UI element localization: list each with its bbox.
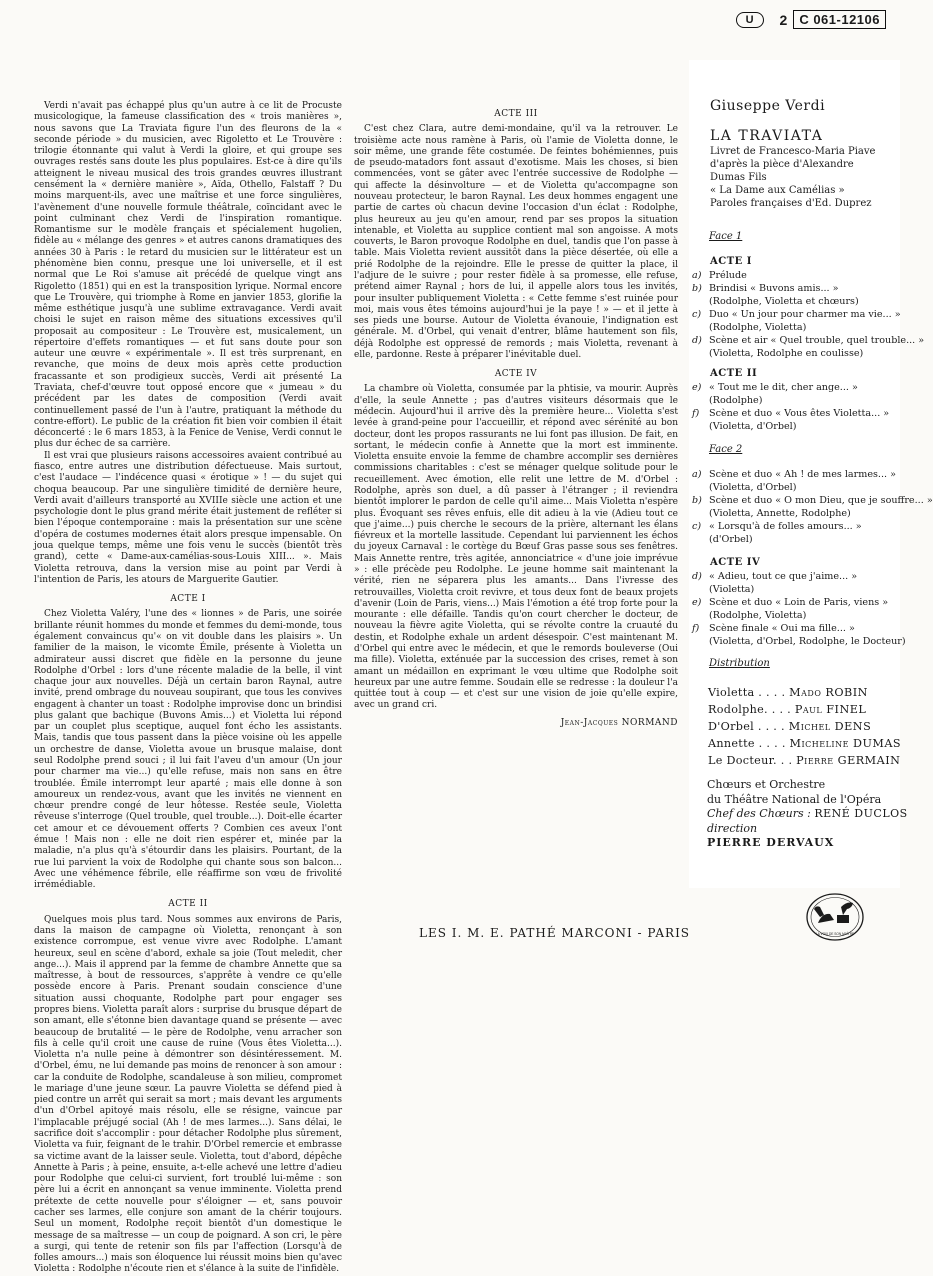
choir-line: Chœurs et Orchestre (707, 778, 826, 791)
publisher-footer: LES I. M. E. PATHÉ MARCONI - PARIS (419, 926, 691, 940)
track-performers: (Rodolphe, Violetta) (709, 322, 807, 333)
track-act1-heading: ACTE I (710, 256, 752, 267)
track-performers: (Violetta, d'Orbel, Rodolphe, le Docteur) (709, 636, 906, 647)
act3-synopsis: C'est chez Clara, autre demi-mondaine, qu'il va la retrouver. Le troisième acte nous ramène à Paris, où l'amie de Violetta donne, le soir même, une grande fête costumée. De feintes bohémiennes, puis de pseudo-matadors font assaut d'exotisme. Mais les choses, si bien commencées, vont se gâter avec l'entrée successive de Rodolphe — qui affecte la désinvolture — et de Violetta qu'accompagne son nouveau protecteur, le baron Raynal. Les deux hommes engagent une partie de cartes où chacun devine l'occasion d'un éclat : Rodolphe, plus heureux au jeu qu'en amour, rend par ses propos la situation intenable, et Violetta au supplice contient mal son angoisse. A mots couverts, le Baron provoque Rodolphe en duel, tandis que l'on passe à table. Mais Violetta revient aussitôt dans la pièce désertée, où elle a prié Rodolphe de la rejoindre. Elle le presse de quitter la place, il l'adjure de le suivre ; pour rester fidèle à sa promesse, elle refuse, prétend aimer Raynal ; hors de lui, il appelle alors tous les invités, pour insulter publiquement Violetta : « Cette femme s'est ruinée pour moi, mais vous êtes témoins aujourd'hui je la paye ! » — et il jette à ses pieds une bourse. Autour de Violetta évanouie, l'indignation est générale. M. d'Orbel, qui venait d'entrer, blâme hautement son fils, déjà Rodolphe est oppressé de remords ; mais Violetta, revenant à elle, pardonne. Reste à préparer l'inévitable duel. (354, 124, 678, 360)
track-performers: (Violetta, Rodolphe en coulisse) (709, 348, 864, 359)
choir-line: du Théâtre National de l'Opéra (707, 792, 882, 806)
track-act4-heading: ACTE IV (710, 557, 761, 568)
track-performers: (d'Orbel) (709, 534, 753, 545)
track-performers: (Violetta, d'Orbel) (709, 421, 797, 432)
track-performers: (Rodolphe, Violetta) (709, 610, 807, 621)
composer-name: Giuseppe Verdi (710, 98, 826, 114)
cast-row: Violetta . . . . Mado ROBIN (708, 686, 868, 699)
work-header (710, 100, 890, 210)
cast-row: Annette . . . . Micheline DUMAS (708, 737, 902, 750)
intro-paragraph-2: Il est vrai que plusieurs raisons accessoires avaient contribué au fiasco, entre autres une distribution défectueuse. Mais surtout, c'est l'audace — l'indécence quasi « érotique » ! — du sujet qui choqua beaucoup. Par une singulière timidité de dernière heure, Verdi avait d'ailleurs transporté au XVIIIe siècle une action et une psychologie dont le plus grand mérite était justement de refléter si bien l'époque contemporaine : mais la présentation sur une scène d'opéra de costumes modernes était alors presque impensable. On joua quelque temps, même une fois venu le succès (bientôt très grand), cette « Dame-aux-camélias-sous-Louis XIII... ». Mais Violetta retrouva, dans la version mise au point par Verdi à l'intention de Paris, les atours de Marguerite Gautier. (34, 450, 342, 585)
opera-title: LA TRAVIATA (710, 128, 824, 144)
act3-synopsis-heading: ACTE III (494, 109, 538, 119)
act1-synopsis-heading: ACTE I (170, 594, 206, 605)
act4-synopsis: La chambre où Violetta, consumée par la phtisie, va mourir. Auprès d'elle, la seule Annette ; pas d'autres visiteurs désormais que le médecin. Aujourd'hui il arrive dès la première heure... Violetta s'est levée à grand-peine pour l'accueillir, et répond avec sérénité au bon docteur, dont les propos rassurants ne lui font pas illusion. De fait, en sortant, le médecin confie à Annette que la mort est imminente. Violetta ensuite envoie la femme de chambre accomplir ses dernières commissions charitables : c'est se ménager quelque solitude pour le recueillement. Avec émotion, elle relit une lettre de M. d'Orbel : Rodolphe, après son duel, a dû passer à l'étranger ; il reviendra bientôt implorer le pardon de celle qu'il aime... Mais Violetta n'espère plus. Évoquant ses rêves enfuis, elle dit adieu à la vie (Adieu tout ce que j'aime...) puis cherche le secours de la prière, alternant les élans fiévreux et la mortelle lassitude. Cependant lui parviennent les échos du joyeux Carnaval : le cortège du Bœuf Gras passe sous ses fenêtres. Mais Annette rentre, très agitée, annonciatrice « d'une joie imprévue » : elle précède peu Rodolphe. Le jeune homme sait maintenant la vérité, rien ne séparera plus les amants... Dans l'ivresse des retrouvailles, Violetta croit revivre, et tous deux font de beaux projets d'avenir (Loin de Paris, viens...) Mais l'émotion a été trop forte pour la mourante : elle défaille. Tandis qu'on court chercher le docteur, de nouveau la fièvre agite Violetta, qui se révolte contre la cruauté du destin, et Rodolphe exhale un ardent désespoir. C'est maintenant M. d'Orbel qui entre avec le médecin, et que le remords bouleverse (Oui ma fille). Violetta, exténuée par la succession des crises, remet à son amant un médaillon en exprimant le vœu ultime que Rodolphe soit heureux par une autre femme. Soudain elle se redresse : la douleur l'a quittée tout à coup — et c'est sur une vision de joie qu'elle expire, avec un grand cri. (354, 384, 678, 711)
act2-synopsis: Quelques mois plus tard. Nous sommes aux environs de Paris, dans la maison de campagne où Violetta, renonçant à son existence corrompue, est venue vivre avec Rodolphe. L'amant heureux, seul en scène d'abord, exhale sa joie (Tout meledit, cher ange...). Mais il apprend par la femme de chambre Annette que sa maîtresse, à bout de ressources, s'apprête à vendre ce qu'elle possède encore à Paris. Prenant soudain conscience d'une situation aussi choquante, Rodolphe part pour engager ses propres biens. Violetta paraît alors : surprise du brusque départ de son amant, elle s'étonne bien davantage quand se présente — avec beaucoup de brutalité — le père de Rodolphe, venu arracher son fils à celle qu'il croit une cause de ruine (Vous êtes Violetta...). Violetta n'a nulle peine à démontrer son désintéressement. M. d'Orbel, ému, ne lui demande pas moins de renoncer à son amour : car la conduite de Rodolphe, scandaleuse à son milieu, compromet le mariage d'une jeune sœur. La pauvre Violetta se défend pied à pied contre un arrêt qui serait sa mort ; mais devant les arguments d'un d'Orbel apitoyé mais résolu, elle se résigne, vaincue par l'implacable préjugé social (Ah ! de mes larmes...). Sans délai, le sacrifice doit s'accomplir : pour détacher Rodolphe plus sûrement, Violetta va fuir, feignant de le trahir. D'Orbel remercie et embrasse sa victime avant de la laisser seule. Violetta, tout d'abord, dépêche Annette à Paris ; à peine, ensuite, a-t-elle achevé une lettre d'adieu pour Rodolphe que celui-ci survient, fort troublé lui-même : son père lui a écrit en annonçant sa venue imminente. Violetta prend prétexte de cette nouvelle pour s'éloigner — et, sans pouvoir cacher ses larmes, elle conjure son amant de la chérir toujours. Seul un moment, Rodolphe reçoit bientôt d'un domestique le message de sa maîtresse — un coup de poignard. A son cri, le père a surgi, qui tente de retenir son fils par l'affection (Lorsqu'à de folles amours...) mais son éloquence lui réussit moins bien qu'avec Violetta : Rodolphe n'écoute rien et s'élance à la suite de l'infidèle. (34, 914, 342, 1275)
direction-label: direction (707, 821, 758, 835)
catalog-mark (736, 10, 886, 29)
face-1-label: Face 1 (709, 231, 743, 242)
essay-signature: Jean-Jacques NORMAND (560, 717, 678, 728)
credit-line: d'après la pièce d'Alexandre Dumas Fils (710, 159, 854, 183)
track-performers: (Rodolphe) (709, 395, 763, 406)
act2-synopsis-heading: ACTE II (168, 899, 208, 910)
cast-row: Le Docteur. . . Pierre GERMAIN (708, 754, 901, 767)
track-performers: (Violetta, d'Orbel) (709, 482, 797, 493)
orchestra-credits (707, 778, 908, 851)
essay-column-2 (354, 101, 678, 729)
track-performers: (Violetta) (709, 584, 755, 595)
gramophone-dog-logo (806, 893, 864, 941)
catalog-u-badge: U (736, 12, 764, 28)
track-performers: (Violetta, Annette, Rodolphe) (709, 508, 851, 519)
credit-line: « La Dame aux Camélias » (710, 185, 845, 196)
chorus-master-line: Chef des Chœurs : RENÉ DUCLOS (707, 807, 908, 820)
side-number: 2 (779, 11, 788, 28)
cast-row: D'Orbel . . . . Michel DENS (708, 720, 872, 733)
track-performers: (Rodolphe, Violetta et chœurs) (709, 296, 859, 307)
catalog-number: C 061-12106 (793, 10, 886, 29)
essay-column-1 (34, 101, 342, 1276)
track-act2-heading: ACTE II (710, 368, 758, 379)
logo-caption: LA VOIX DE SON MAÎTRE (815, 932, 855, 936)
conductor-name: PIERRE DERVAUX (707, 836, 835, 849)
distribution-label: Distribution (709, 658, 770, 669)
credit-line: Paroles françaises d'Ed. Duprez (710, 198, 872, 209)
intro-paragraph-1: Verdi n'avait pas échappé plus qu'un autre à ce lit de Procuste musicologique, la fameuse classification des « trois manières », nous savons que La Traviata figure l'un des fleurons de la « seconde période » du musicien, avec Rigoletto et Le Trouvère : trilogie étonnante qui valut à Verdi la gloire, et qui groupe ses ouvrages restés sans doute les plus populaires. Est-ce à dire qu'ils atteignent le niveau musical des trois grandes œuvres illustrant censément la « dernière manière », Aïda, Othello, Falstaff ? Du moins marquent-ils, avec une maîtrise et une force singulières, l'avènement d'une nouvelle formule théâtrale, coïncidant avec le point culminant chez Verdi de l'inspiration romantique. Romantisme sur le modèle français et spécialement hugolien, fidèle au « mélange des genres » et autres canons dramatiques des années 30 à Paris : le retard du musicien sur le littérateur est un phénomène bien connu, presque une loi universelle, et il est normal que Le Roi s'amuse ait précédé de quelque vingt ans Rigoletto (1851) qui en est la transposition lyrique. Normal encore que Le Trouvère, qui triomphe à Rome en janvier 1853, glorifie la même esthétique jusqu'à une sublime extravagance. Verdi avait choisi le sujet en raison même des situations excessives qu'il proposait au compositeur : Le Trouvère est, musicalement, un répertoire d'effets romantiques — et fut sans doute pour son auteur une œuvre « expérimentale ». Il est très surprenant, en revanche, que moins de deux mois après cette production fracassante et son prodigieux succès, Verdi ait présenté La Traviata, chef-d'œuvre tout opposé encore que « jumeau » du précédent par les dates de composition (Verdi avait continuellement passé de l'un à l'autre, pratiquant la méthode du contre-effort). Le public de la création fit bien voir combien il était déconcerté : le 6 mars 1853, à la Fenice de Venise, Verdi connut le plus dur échec de sa carrière. (34, 101, 342, 450)
credit-line: Livret de Francesco-Maria Piave (710, 146, 876, 157)
face-2-label: Face 2 (709, 444, 743, 455)
act4-synopsis-heading: ACTE IV (494, 369, 538, 380)
act1-synopsis: Chez Violetta Valéry, l'une des « lionnes » de Paris, une soirée brillante réunit hommes du monde et femmes du demi-monde, tous également convaincus qu'« on vit double dans les plaisirs ». Un familier de la maison, le vicomte Émile, présente à Violetta un admirateur aussi discret que fidèle en la personne du jeune Rodolphe d'Orbel : lors d'une récente maladie de la belle, il vint chaque jour aux nouvelles. Déjà un certain baron Raynal, autre invité, prend ombrage du nouveau soupirant, que tous les convives engagent à chanter un toast : Rodolphe improvise donc un brindisi plus galant que bachique (Buvons Amis...) et Violetta lui répond par un couplet plus sceptique, auquel font écho les assistants. Mais, tandis que tous passent dans la pièce voisine où les appelle un orchestre de danse, Violetta avoue un brusque malaise, dont seul Rodolphe prend souci ; il lui fait l'aveu d'un amour (Un jour pour charmer ma vie...) qu'elle refuse, mais non sans en être troublée. Émile interrompt leur aparté ; mais elle donne à son amoureux un rendez-vous, avant que les invités ne viennent en chœur prendre congé de leur hôtesse. Restée seule, Violetta rêveuse s'interroge (Quel trouble, quel trouble...). Doit-elle écarter cet amour et ce dévouement offerts ? Combien ces aveux l'ont émue ! Mais non : elle ne doit rien espérer et, minée par la maladie, n'a plus qu'à s'étourdir dans les plaisirs. Pourtant, de la rue lui parvient la voix de Rodolphe qui chante sous son balcon... Avec une véhémence fébrile, elle réaffirme son vœu de frivolité irrémédiable. (34, 609, 342, 891)
cast-row: Rodolphe. . . . Paul FINEL (708, 703, 867, 716)
